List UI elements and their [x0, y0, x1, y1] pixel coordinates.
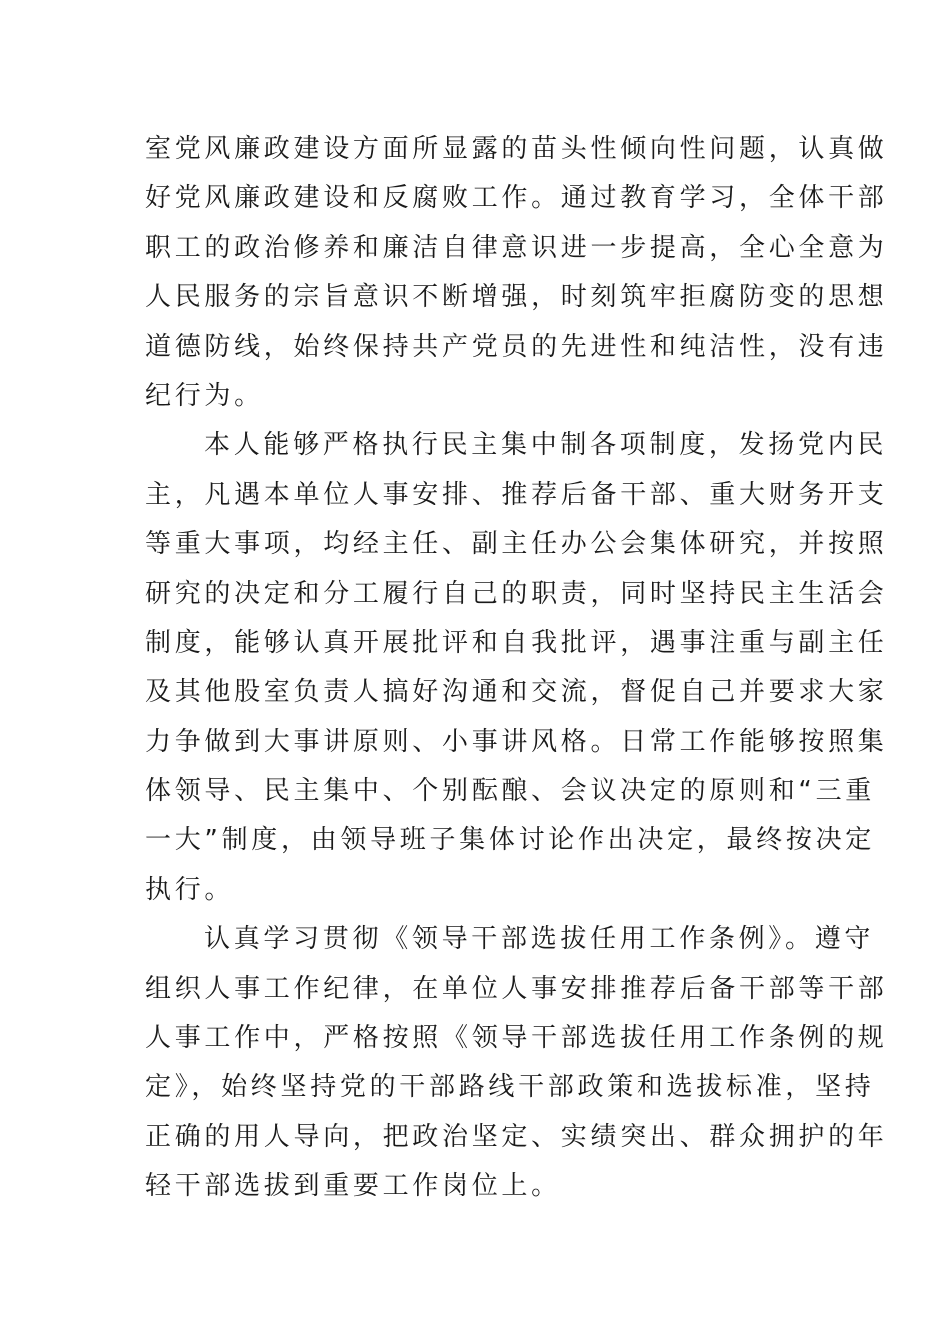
paragraph-line: 等重大事项，均经主任、副主任办公会集体研究，并按照	[145, 529, 888, 560]
paragraph-line: 好党风廉政建设和反腐败工作。通过教育学习，全体干部	[145, 183, 888, 214]
paragraph-line: 纪行为。	[145, 380, 264, 411]
paragraph-line: 道德防线，始终保持共产党员的先进性和纯洁性，没有违	[145, 331, 888, 362]
paragraph-1	[145, 125, 888, 421]
paragraph-first-line: 本人能够严格执行民主集中制各项制度，发扬党内民	[204, 430, 888, 461]
paragraph-2	[145, 421, 888, 915]
paragraph-line: 组织人事工作纪律，在单位人事安排推荐后备干部等干部	[145, 973, 888, 1004]
paragraph-line: 轻干部选拔到重要工作岗位上。	[145, 1171, 561, 1202]
paragraph-line: 职工的政治修养和廉洁自律意识进一步提高，全心全意为	[145, 232, 888, 263]
paragraph-line: 人民服务的宗旨意识不断增强，时刻筑牢拒腐防变的思想	[145, 282, 888, 313]
paragraph-line: 执行。	[145, 874, 235, 905]
paragraph-line: 人事工作中，严格按照《领导干部选拔任用工作条例的规	[145, 1023, 888, 1054]
paragraph-line: 研究的决定和分工履行自己的职责，同时坚持民主生活会	[145, 578, 888, 609]
paragraph-line: 室党风廉政建设方面所显露的苗头性倾向性问题，认真做	[145, 134, 888, 164]
paragraph-line: 定》，始终坚持党的干部路线干部政策和选拔标准，坚持	[145, 1072, 875, 1103]
paragraph-first-line: 认真学习贯彻《领导干部选拔任用工作条例》。遵守	[204, 924, 875, 955]
paragraph-line: 正确的用人导向，把政治坚定、实绩突出、群众拥护的年	[145, 1121, 888, 1152]
paragraph-3	[145, 915, 888, 1211]
paragraph-line: 体领导、民主集中、个别酝酿、会议决定的原则和“三重	[145, 776, 875, 807]
paragraph-line: 及其他股室负责人搞好沟通和交流，督促自己并要求大家	[145, 677, 888, 708]
paragraph-line: 主，凡遇本单位人事安排、推荐后备干部、重大财务开支	[145, 479, 888, 510]
paragraph-line: 力争做到大事讲原则、小事讲风格。日常工作能够按照集	[145, 726, 888, 757]
document-body	[145, 125, 888, 1212]
paragraph-line: 制度，能够认真开展批评和自我批评，遇事注重与副主任	[145, 627, 888, 658]
paragraph-line: 一大”制度，由领导班子集体讨论作出决定，最终按决定	[145, 825, 875, 856]
